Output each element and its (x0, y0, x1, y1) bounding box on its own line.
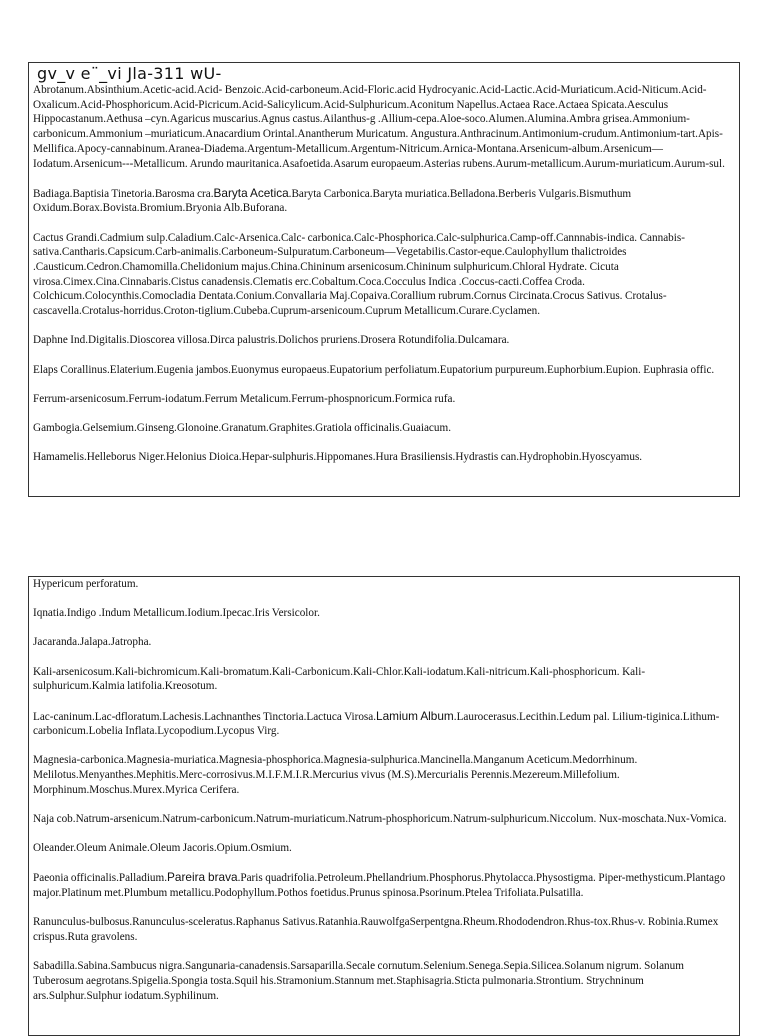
paragraph (29, 421, 739, 436)
paragraph-list-2 (29, 577, 739, 1003)
text-run: Abrotanum.Absinthium.Acetic-acid.Acid- Benzoic.Acid-carboneum.Acid-Floric.acid Hydrocyanic.Acid-Lactic.Acid-Muriaticum.Acid-Niticum.Acid-Oxalicum.Acid-Phosphoricum.Acid-Picricum.Acid-Salicylicum.Acid-Sulphuricum.Aconitum Napellus.Actaea Race.Actaea Spicata.Aesculus Hippocastanum.Aethusa –cyn.Agaricus muscarius.Agnus castus.Ailanthus-g .Allium-cepa.Aloe-soco.Alumen.Alumina.Ambra grisea.Ammonium-carbonicum.Ammonium –muriaticum.Anacardium Orintal.Anantherum Muricatum. Angustura.Anthracinum.Antimonium-crudum.Antimonium-tart.Apis-Mellifica.Apocy-cannabinum.Aranea-Diadema.Argentum-Metallicum.Argentum-Nitricum.Arnica-Montana.Arsenicum-album.Arsenicum—Iodatum.Arsenicum---Metallicum. Arundo mauritanica.Asafoetida.Asarum europaeum.Asterias rubens.Aurum-metallicum.Aurum-muriaticum.Aurum-sul. (33, 84, 725, 170)
paragraph (29, 363, 739, 378)
paragraph (29, 870, 739, 900)
paragraph (29, 606, 739, 621)
text-run: Pareira brava (167, 870, 238, 885)
text-run: Ranunculus-bulbosus.Ranunculus-sceleratus.Raphanus Sativus.Ratanhia.RauwolfgaSerpentgna.Rheum.Rhododendron.Rhus-tox.Rhus-v. Robinia.Rumex crispus.Ruta gravolens. (33, 916, 719, 944)
text-run: Hamamelis.Helleborus Niger.Helonius Dioica.Hepar-sulphuris.Hippomanes.Hura Brasiliensis.Hydrastis can.Hydrophobin.Hyoscyamus. (33, 451, 643, 464)
paragraph (29, 915, 739, 944)
paragraph (29, 392, 739, 407)
text-run: Baryta Acetica (213, 185, 289, 200)
text-run: Oleander.Oleum Animale.Oleum Jacoris.Opium.Osmium. (33, 842, 292, 855)
paragraph (29, 959, 739, 1003)
text-run: .Laurocerasus.Lecithin.Ledum pal. Lilium-tiginica.Lithum-carbonicum.Lobelia Inflata.Lycopodium.Lycopus Virg. (33, 710, 720, 738)
text-run: Hypericum perforatum. (33, 578, 139, 590)
paragraph (29, 709, 739, 739)
paragraph (29, 83, 739, 171)
text-run: Ferrum-arsenicosum.Ferrum-iodatum.Ferrum Metalicum.Ferrum-phospnoricum.Formica rufa. (33, 392, 456, 405)
paragraph (29, 753, 739, 797)
text-run: Magnesia-carbonica.Magnesia-muriatica.Magnesia-phosphorica.Magnesia-sulphurica.Mancinella.Manganum Aceticum.Medorrhinum. Melilotus.Menyanthes.Mephitis.Merc-corrosivus.M.I.F.M.I.R.Mercurius vivus (M.S).Mercurialis Perennis.Mezereum.Millefolium. Morphinum.Moschus.Murex.Myrica Cerifera. (33, 754, 638, 796)
paragraph (29, 635, 739, 650)
text-run: Daphne Ind.Digitalis.Dioscorea villosa.Dirca palustris.Dolichos pruriens.Drosera Rotundifolia.Dulcamara. (33, 334, 510, 347)
paragraph (29, 841, 739, 856)
paragraph (29, 577, 739, 592)
paragraph (29, 812, 739, 827)
text-run: .Baryta Carbonica.Baryta muriatica.Belladona.Berberis Vulgaris.Bismuthum Oxidum.Borax.Bovista.Bromium.Bryonia Alb.Buforana. (33, 187, 632, 215)
text-run: Cactus Grandi.Cadmium sulp.Caladium.Calc-Arsenica.Calc- carbonica.Calc-Phosphorica.Calc-sulphurica.Camp-off.Cannnabis-indica. Cannabis-sativa.Cantharis.Capsicum.Carb-animalis.Carboneum-Sulpuratum.Carboneum—Vegetabilis.Castor-eque.Caulophyllum thalictroides .Causticum.Cedron.Chamomilla.Chelidonium majus.China.Chininum arsenicosum.Chininum sulphuricum.Chloral Hydrate. Cicuta virosa.Cimex.Cina.Cinnabaris.Cistus canadensis.Clematis erc.Cobaltum.Coca.Cocculus Indica .Coccus-cacti.Coffea Croda. Colchicum.Colocynthis.Comocladia Dentata.Conium.Convallaria Maj.Copaiva.Corallium rubrum.Cornus Circinata.Crocus Sativus. Crotalus-cascavella.Crotalus-horridus.Croton-tiglium.Cubeba.Cuprum-arsenicoum.Cuprum Metallicum.Curare.Cyclamen. (33, 231, 685, 318)
paragraph-list-1 (29, 83, 739, 465)
text-run: Naja cob.Natrum-arsenicum.Natrum-carbonicum.Natrum-muriaticum.Natrum-phosphoricum.Natrum-sulphuricum.Niccolum. Nux-moschata.Nux-Vomica. (33, 813, 727, 826)
paragraph (29, 186, 739, 216)
text-run: Lac-caninum.Lac-dfloratum.Lachesis.Lachnanthes Tinctoria.Lactuca Virosa. (33, 710, 377, 723)
text-run: Sabadilla.Sabina.Sambucus nigra.Sangunaria-canadensis.Sarsaparilla.Secale cornutum.Selenium.Senega.Sepia.Silicea.Solanum nigrum. Solanum Tuberosum aegrotans.Spigelia.Spongia tosta.Squil his.Stramonium.Stannum met.Staphisagria.Sticta pulmonaria.Strontium. Strychninum ars.Sulphur.Sulphur iodatum.Syphilinum. (33, 960, 684, 1002)
text-run: Jacaranda.Jalapa.Jatropha. (33, 636, 152, 649)
paragraph (29, 231, 739, 319)
text-run: Paeonia officinalis.Palladium. (33, 872, 168, 885)
paragraph (29, 333, 739, 348)
text-run: Lamium Album (376, 708, 454, 723)
page-section-1 (28, 62, 740, 497)
text-run: Badiaga.Baptisia Tinetoria.Barosma cra. (33, 187, 214, 200)
text-run: Kali-arsenicosum.Kali-bichromicum.Kali-bromatum.Kali-Carbonicum.Kali-Chlor.Kali-iodatum.Kali-nitricum.Kali-phosphoricum. Kali-sulphuricum.Kalmia latifolia.Kreosotum. (33, 665, 646, 693)
page-header-text: gv_v e¨_vi Jla-311 wU- (37, 64, 222, 83)
text-run: Elaps Corallinus.Elaterium.Eugenia jambos.Euonymus europaeus.Eupatorium perfoliatum.Eupatorium purpureum.Euphorbium.Eupion. Euphrasia offic. (33, 363, 715, 376)
text-run: Gambogia.Gelsemium.Ginseng.Glonoine.Granatum.Graphites.Gratiola officinalis.Guaiacum. (33, 421, 451, 434)
text-run: .Paris quadrifolia.Petroleum.Phellandrium.Phosphorus.Phytolacca.Physostigma. Piper-methysticum.Plantago major.Platinum met.Plumbum metallicu.Podophyllum.Pothos foetidus.Prunus spinosa.Psorinum.Ptelea Trifoliata.Pulsatilla. (33, 872, 726, 900)
page-section-2 (28, 576, 740, 1036)
paragraph (29, 665, 739, 694)
paragraph (29, 450, 739, 465)
text-run: Iqnatia.Indigo .Indum Metallicum.Iodium.Ipecac.Iris Versicolor. (33, 607, 320, 620)
